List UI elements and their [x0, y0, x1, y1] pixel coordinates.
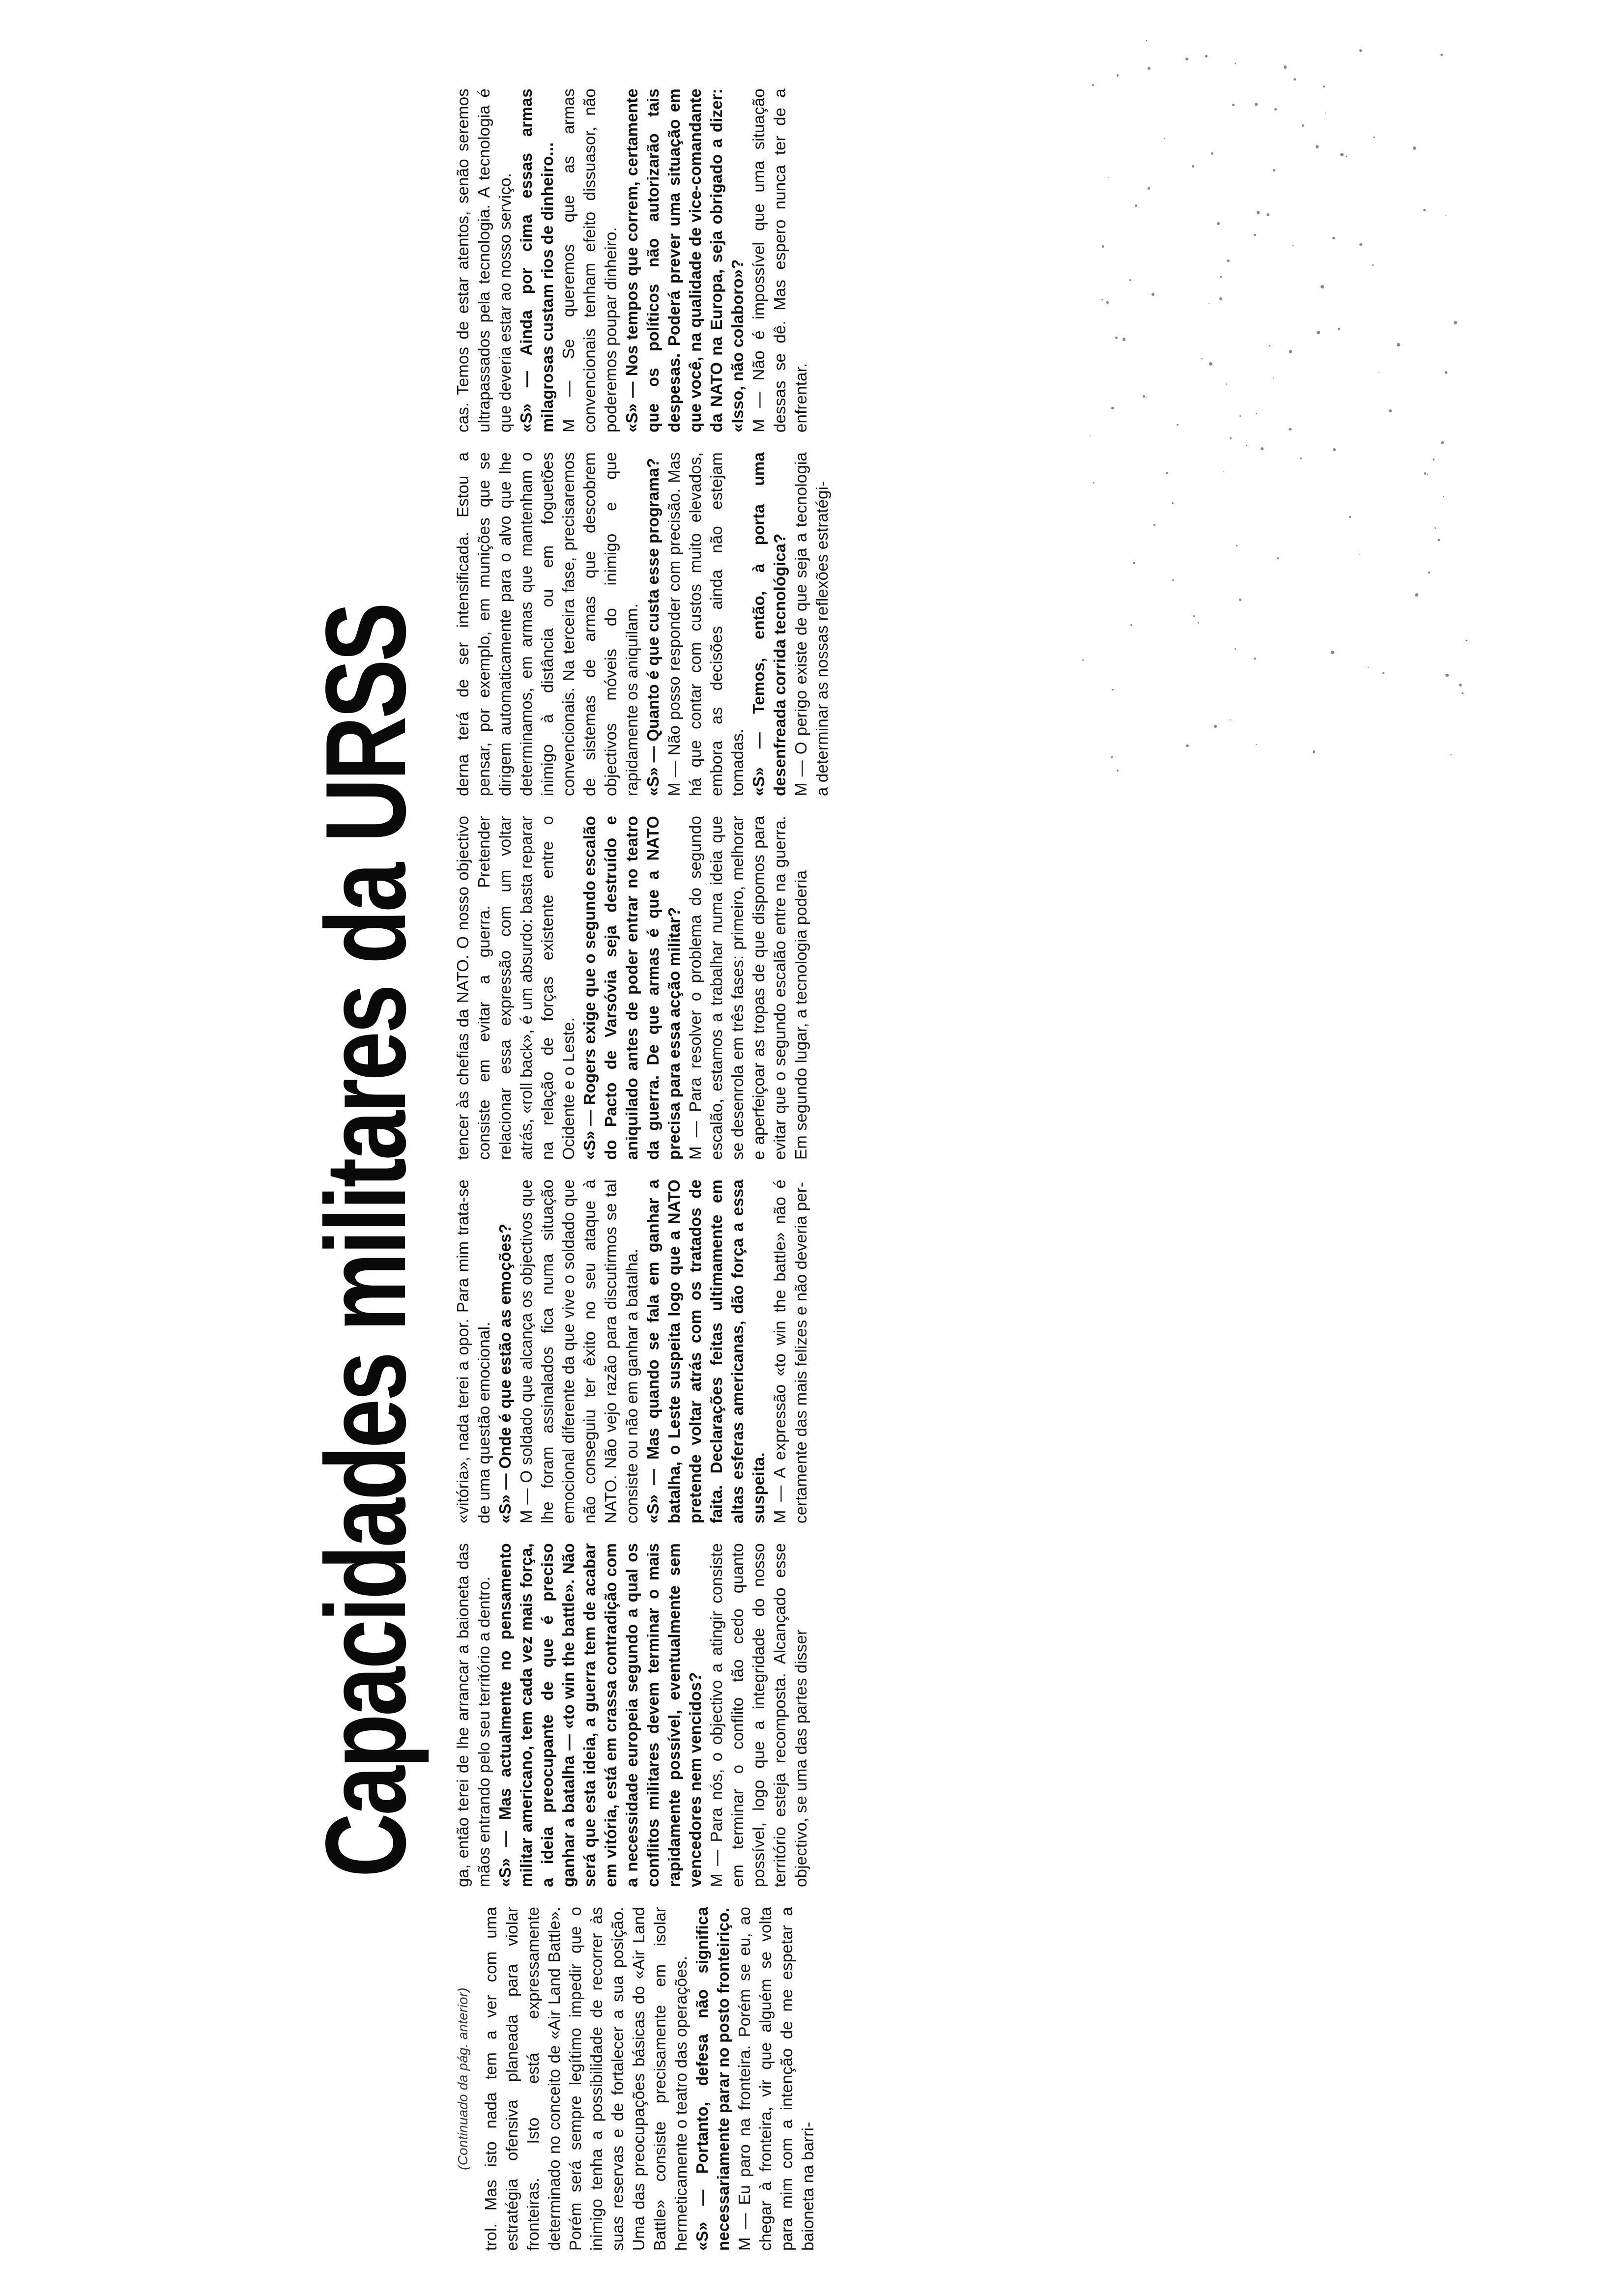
- scan-speck: [1438, 539, 1439, 541]
- interview-paragraph: cas. Temos de estar atentos, senão seremos ultrapassados pela tecnologia. A tecnologia é que deveria estar ao nosso serviço.: [454, 88, 514, 432]
- scan-speck: [1459, 684, 1462, 686]
- scan-speck: [1466, 640, 1468, 642]
- scan-speck: [1108, 177, 1109, 178]
- scan-speck: [1111, 407, 1114, 409]
- headline: Capacidades militares da URSS: [302, 604, 430, 1877]
- interview-paragraph: M — Não posso responder com precisão. Mas há que contar com custos muito elevados, embora as decisões ainda não estejam tomadas.: [665, 452, 747, 796]
- scan-speck: [1201, 358, 1202, 359]
- interview-paragraph: M — Para nós, o objectivo a atingir consiste em terminar o conflito tão cedo quanto possível, logo que a integridade do nosso território esteja recomposta. Alcançado esse objectivo, se uma das partes disser: [707, 1543, 810, 1887]
- scan-speck: [1313, 750, 1316, 753]
- newspaper-clipping: [302, 29, 1494, 2251]
- scan-speck: [1254, 658, 1256, 660]
- scan-speck: [1227, 259, 1229, 262]
- scan-speck: [1289, 428, 1292, 431]
- scan-speck: [1316, 145, 1319, 148]
- scan-speck: [1269, 345, 1270, 346]
- scan-speck: [1373, 137, 1375, 138]
- scan-speck: [1382, 672, 1384, 674]
- scan-speck: [1333, 448, 1336, 451]
- scan-speck: [1346, 156, 1347, 157]
- interview-paragraph: derna terá de ser intensificada. Estou a pensar, por exemplo, em munições que se dirigem automaticamente para o alvo que lhe determinamos, em armas que mantenham o inimigo à distância ou em foguetões convencionais. Na terceira fase, precisaremos de sistemas de armas que descobrem objectivos móveis do inimigo e que rapidamente os aniquilam.: [454, 452, 641, 796]
- scan-speck: [1440, 54, 1443, 56]
- scan-speck: [1423, 209, 1426, 211]
- article-column-2: [452, 1543, 811, 1887]
- scan-speck: [1256, 744, 1257, 746]
- scan-speck: [1462, 692, 1464, 694]
- interview-question: «S» — Portanto, defesa não significa necessariamente parar no posto fronteiriço.: [693, 1907, 732, 2251]
- scan-speck: [1415, 593, 1418, 597]
- scan-speck: [1441, 441, 1444, 444]
- interview-paragraph: M — Se queremos que as armas convencionais tenham efeito dissuasor, não poderemos poupar dinheiro.: [559, 88, 620, 432]
- interview-paragraph: ga, então terei de lhe arrancar a baioneta das mãos entrando pelo seu território a dentro.: [454, 1543, 493, 1887]
- scan-speck: [1359, 49, 1362, 52]
- scan-speck: [1135, 204, 1137, 207]
- scan-speck: [1192, 165, 1194, 168]
- scan-speck: [1239, 415, 1241, 417]
- scan-speck: [1424, 472, 1426, 474]
- scan-speck: [1220, 276, 1221, 277]
- scan-speck: [1205, 55, 1208, 57]
- scan-speck: [1111, 756, 1113, 758]
- scan-speck: [1273, 169, 1275, 172]
- scan-speck: [1230, 437, 1232, 439]
- scan-speck: [1257, 211, 1260, 214]
- scan-speck: [1261, 447, 1264, 450]
- scan-speck: [1146, 397, 1147, 398]
- interview-paragraph: M — O soldado que alcança os objectivos que lhe foram assinalados fica numa situação emocional diferente da que vive o soldado que não conseguiu ter êxito no seu ataque à NATO. Não vejo razão para discutirmos se tal consiste ou não em ganhar a batalha.: [517, 1179, 641, 1523]
- scan-speck: [1092, 84, 1094, 86]
- scan-speck: [1325, 113, 1326, 114]
- interview-question: «S» — Onde é que estão as emoções?: [496, 1223, 514, 1523]
- scan-speck: [1223, 471, 1224, 472]
- interview-question: «S» — Ainda por cima essas armas milagrosas custam rios de dinheiro...: [517, 88, 556, 432]
- interview-paragraph: tencer às chefias da NATO. O nosso objectivo consiste em evitar a guerra. Pretender relacionar essa expressão com um voltar atrás, «roll back», é um absurdo: basta reparar na relação de forças existente entre o Ocidente e o Leste.: [454, 816, 577, 1160]
- scan-speck: [1389, 409, 1392, 412]
- interview-paragraph: M — Eu paro na fronteira. Porém se eu, ao chegar à fronteira, vir que alguém se volta para mim com a intenção de me espetar a baioneta na barri-: [735, 1907, 817, 2251]
- article-column-5: [452, 452, 833, 796]
- scan-speck: [1143, 395, 1145, 397]
- scan-speck: [1209, 362, 1212, 366]
- scan-speck: [1185, 57, 1188, 60]
- scan-speck: [1300, 458, 1302, 459]
- scan-speck: [1236, 545, 1238, 546]
- scan-speck: [1254, 234, 1256, 236]
- scan-speck: [1323, 86, 1325, 87]
- article-column-4: [452, 816, 811, 1160]
- scan-speck: [1397, 343, 1400, 346]
- interview-paragraph: trol. Mas isto nada tem a ver com uma estratégia ofensiva planeada para violar fronteiras. Isto está expressamente determinado no conceito de «Air Land Battle». Porém será sempre legítimo impedir que o inimigo tenha a possibilidade de recorrer às suas reservas e de fortalecer a sua posição. Uma das preocupações básicas do «Air Land Battle» consiste precisamente em isolar hermeticamente o teatro das operações.: [482, 1907, 690, 2251]
- interview-paragraph: M — Para resolver o problema do segundo escalão, estamos a trabalhar numa ideia que se desenrola em três fases: primeiro, melhorar e aperfeiçoar as tropas de que dispomos para evitar que o segundo escalão entre na guerra. Em segundo lugar, a tecnologia poderia: [686, 816, 810, 1160]
- scan-speck: [1338, 328, 1340, 330]
- scan-speck: [1129, 279, 1131, 281]
- interview-paragraph: M — Não é impossível que uma situação dessas se dê. Mas espero nunca ter de a enfrentar.: [749, 88, 810, 432]
- scan-speck: [1117, 770, 1119, 772]
- interview-question: «S» — Mas actualmente no pensamento militar americano, tem cada vez mais força, a ideia preocupante de que é preciso ganhar a batalha — «to win the battle». Não será que esta ideia, a guerra tem de acabar em vitória, está em crassa contradição com a necessidade europeia segundo a qual os conflitos militares devem terminar o mais rapidamente possível, eventualmente sem vencedores nem vencidos?: [496, 1543, 704, 1887]
- scan-speck: [1148, 187, 1150, 189]
- interview-question: «S» — Quanto é que custa esse programa?: [644, 458, 662, 796]
- scan-speck: [1289, 350, 1293, 353]
- scan-speck: [1106, 301, 1108, 303]
- interview-paragraph: «vitória», nada terei a opor. Para mim trata-se de uma questão emocional.: [454, 1179, 493, 1523]
- scan-speck: [1284, 65, 1287, 69]
- scan-speck: [1435, 527, 1436, 529]
- scan-speck: [1235, 648, 1236, 650]
- scan-speck: [1273, 377, 1274, 378]
- interview-paragraph: M — A expressão «to win the battle» não é certamente das mais felizes e não deveria per-: [771, 1179, 810, 1523]
- scan-speck: [1101, 299, 1103, 300]
- article-column-1: [452, 1907, 818, 2251]
- scan-speck: [1454, 321, 1457, 324]
- scan-speck: [1198, 622, 1199, 624]
- article-column-3: [452, 1179, 811, 1523]
- scan-speck: [1450, 754, 1451, 755]
- scan-speck: [1214, 725, 1217, 728]
- scan-speck: [1255, 103, 1258, 106]
- scan-speck: [1413, 146, 1416, 149]
- interview-question: «S» — Rogers exige que o segundo escalão do Pacto de Varsóvia seja destruído e aniquilado antes de poder entrar no teatro da guerra. De que armas é que a NATO precisa para essa acção militar?: [580, 816, 683, 1160]
- scan-speck: [1445, 371, 1448, 374]
- interview-question: «S» — Nos tempos que correm, certamente que os políticos não autorizarão tais despesas. Poderá prever uma situação em que você, na qualidade de vice-comandante da NATO na Europa, seja obrigado a dizer: «Isso, não colaboro»?: [623, 88, 747, 432]
- scan-speck: [1292, 245, 1293, 246]
- scan-speck: [1102, 245, 1104, 247]
- scan-speck: [1302, 124, 1304, 126]
- scan-speck: [1256, 413, 1257, 414]
- scan-speck: [1112, 689, 1114, 691]
- interview-question: «S» — Temos, então, à porta uma desenfreada corrida tecnológica?: [749, 452, 789, 796]
- scan-speck: [1443, 496, 1444, 497]
- interview-question: «S» — Mas quando se fala em ganhar a batalha, o Leste suspeita logo que a NATO pretende voltar atrás com os tratados de faita. Declarações feitas ultimamente em altas esferas americanas, dão força a essa suspeita.: [644, 1179, 768, 1523]
- interview-paragraph: M — O perigo existe de que seja a tecnologia a determinar as nossas reflexões estratégi-: [792, 452, 831, 796]
- continuation-note: (Continuado da pág. anterior): [455, 1987, 470, 2170]
- scan-speck: [1317, 331, 1320, 334]
- article-column-6: [452, 88, 811, 432]
- scan-speck: [1193, 615, 1195, 617]
